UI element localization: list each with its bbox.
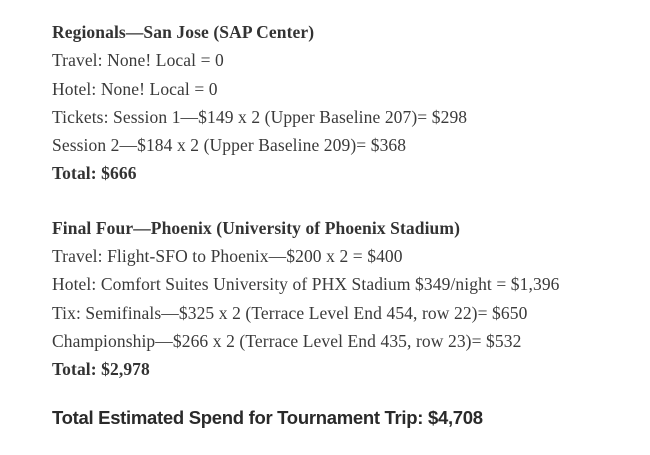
line-item: Tix: Semifinals—$325 x 2 (Terrace Level End 454, row 22)= $650 — [52, 302, 528, 323]
line-item: Championship—$266 x 2 (Terrace Level End 435, row 23)= $532 — [52, 330, 522, 351]
section-heading: Final Four—Phoenix (University of Phoenix Stadium) — [52, 217, 460, 238]
line-item: Travel: None! Local = 0 — [52, 50, 224, 71]
section-total: Total: $2,978 — [52, 359, 150, 380]
line-item: Session 2—$184 x 2 (Upper Baseline 209)= $368 — [52, 135, 407, 156]
section-total: Total: $666 — [52, 163, 137, 184]
budget-document — [52, 18, 560, 384]
line-item: Tickets: Session 1—$149 x 2 (Upper Baseline 207)= $298 — [52, 106, 468, 127]
line-item: Travel: Flight-SFO to Phoenix—$200 x 2 = $400 — [52, 246, 403, 267]
regionals-section — [52, 18, 560, 188]
final-four-section — [52, 214, 560, 384]
grand-total: Total Estimated Spend for Tournament Trip: $4,708 — [52, 407, 483, 428]
line-item: Hotel: Comfort Suites University of PHX Stadium $349/night = $1,396 — [52, 274, 560, 295]
section-heading: Regionals—San Jose (SAP Center) — [52, 22, 315, 42]
line-item: Hotel: None! Local = 0 — [52, 78, 218, 99]
